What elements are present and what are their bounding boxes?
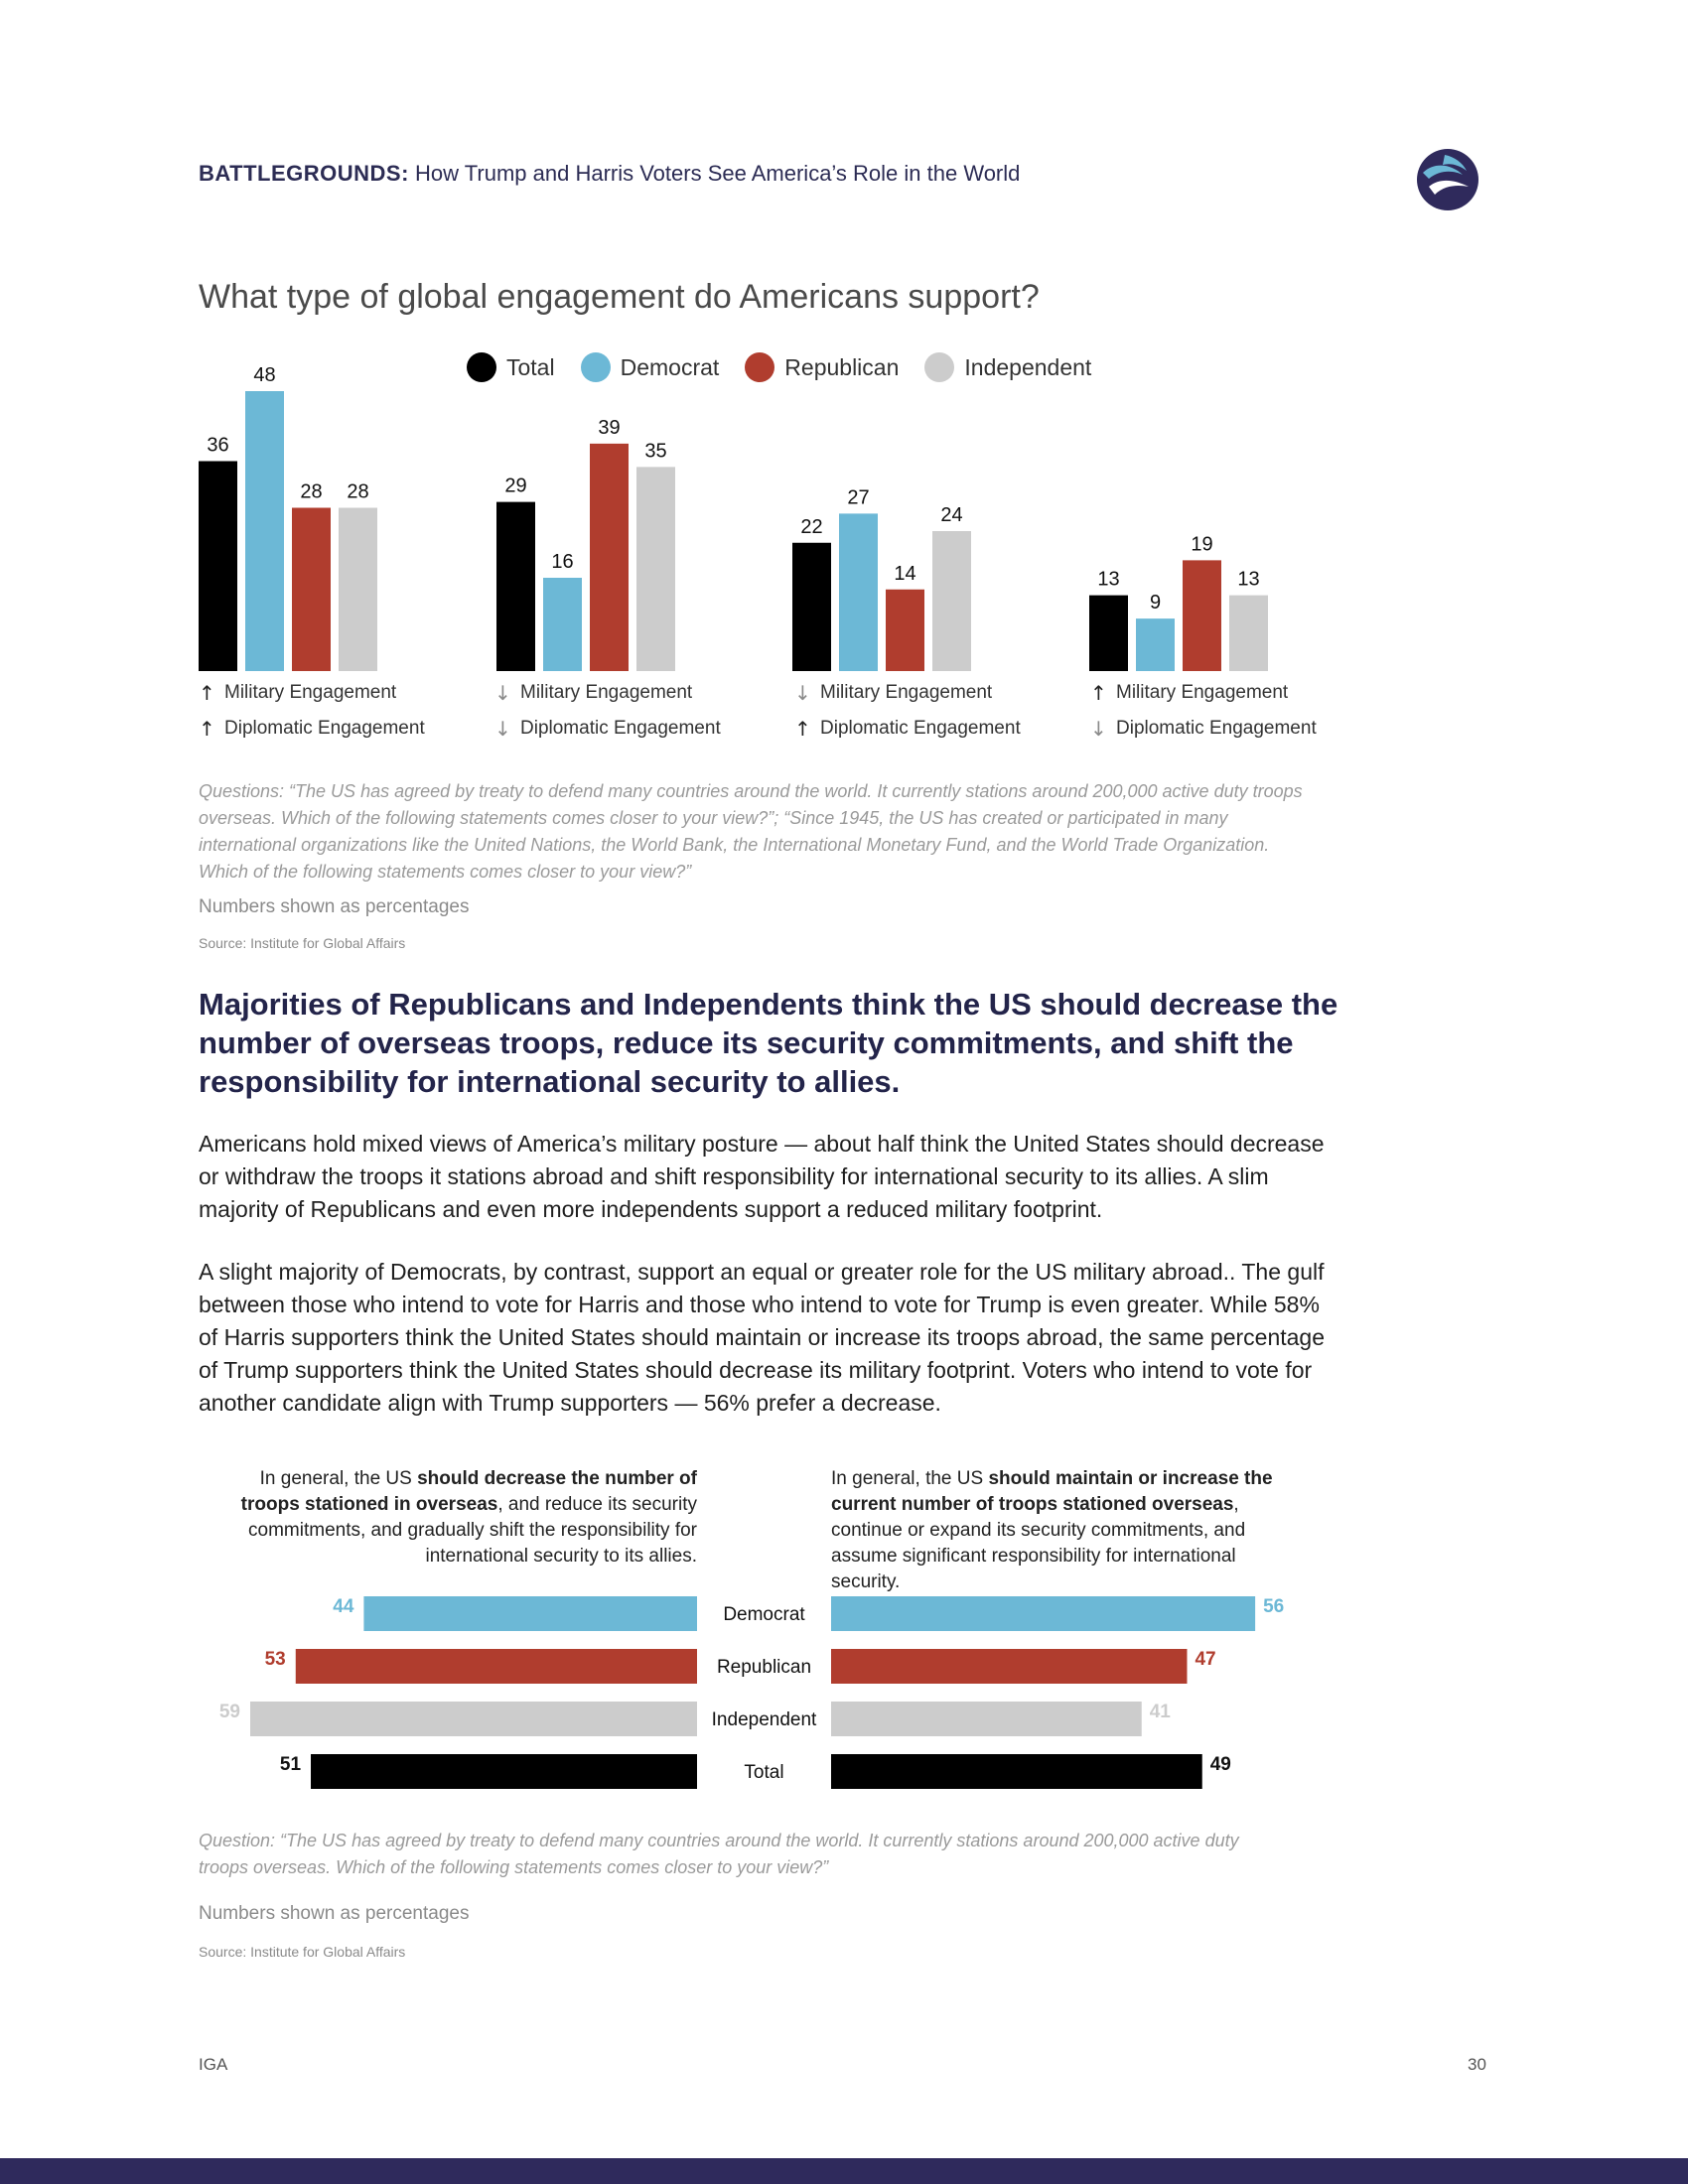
bar-republican-group2 — [590, 444, 629, 671]
legend-dot-icon — [924, 352, 954, 382]
data-label: 19 — [1191, 533, 1213, 556]
group2-military-label — [494, 681, 692, 705]
hdr-bold: should decrease the number of troops stationed in overseas — [240, 1468, 697, 1515]
chart2-right-header — [831, 1466, 1298, 1595]
arrow-up-icon: ↑ — [199, 717, 215, 741]
chart2-question-note: Question: “The US has agreed by treaty to defend many countries around the world. It currently stations around 200,000 active duty troops overseas. Which of the following statements comes closer to your view?” — [199, 1831, 1239, 1877]
bar-decrease-republican — [296, 1649, 697, 1684]
data-label: 16 — [551, 551, 574, 573]
group3-military-label — [794, 681, 992, 705]
bar-increase-democrat — [831, 1596, 1255, 1631]
data-label: 53 — [264, 1649, 286, 1670]
chart1-questions-note: Questions: “The US has agreed by treaty to defend many countries around the world. It currently stations around 200,000 active duty troops overseas. Which of the following statements comes closer to your view?”; “Since 1945, the US has created or participated in many international organizations like the United Nations, the World Bank, the International Monetary Fund, and the World Trade Organization. Which of the following statements comes closer to your view?” — [199, 781, 1303, 882]
data-label: 9 — [1149, 592, 1162, 614]
bar-independent-group4 — [1229, 596, 1268, 671]
data-label: 22 — [800, 515, 823, 538]
paragraph-1: Americans hold mixed views of America’s military posture — about half think the United States should decrease or withdraw the troops it stations abroad and shift responsibility for international security to its allies. A slim majority of Republicans and even more independents support a reduced military footprint. — [199, 1131, 1325, 1222]
legend-item-total — [467, 352, 555, 382]
hdr-text: In general, the US — [831, 1468, 989, 1489]
arrow-down-icon: ↓ — [1090, 717, 1107, 741]
group3-diplomatic-label — [794, 717, 1021, 741]
arrow-up-icon: ↑ — [794, 717, 811, 741]
label-text: Military Engagement — [1116, 682, 1289, 703]
category-label: Democrat — [723, 1604, 805, 1625]
header-subtitle: How Trump and Harris Voters See America’s Role in the World — [415, 161, 1021, 186]
data-label: 48 — [253, 364, 276, 386]
group4-military-label — [1090, 681, 1288, 705]
data-label: 28 — [347, 480, 369, 503]
chart1-title: What type of global engagement do Americans support? — [199, 278, 1040, 316]
section-headline: Majorities of Republicans and Independents think the US should decrease the number of overseas troops, reduce its security commitments, and shift the responsibility for international security to allies. — [199, 987, 1338, 1099]
data-label: 44 — [333, 1596, 354, 1617]
legend-dot-icon — [581, 352, 611, 382]
bar-total-group2 — [496, 502, 535, 671]
data-label: 13 — [1097, 568, 1120, 591]
bar-republican-group3 — [886, 590, 924, 671]
bar-independent-group1 — [339, 508, 377, 672]
bar-increase-independent — [831, 1702, 1142, 1736]
bar-decrease-total — [311, 1754, 697, 1789]
bar-increase-total — [831, 1754, 1202, 1789]
data-label: 51 — [279, 1754, 302, 1775]
label-text: Diplomatic Engagement — [1116, 718, 1317, 739]
data-label: 24 — [940, 504, 963, 526]
category-label: Republican — [716, 1657, 812, 1678]
label-text: Diplomatic Engagement — [520, 718, 721, 739]
bar-total-group1 — [199, 462, 237, 672]
paragraph-2: A slight majority of Democrats, by contrast, support an equal or greater role for the US military abroad.. The gulf between those who intend to vote for Harris and those who intend to vote for Trump is even greater. While 58% of Harris supporters think the United States should maintain or increase its troops abroad, the same percentage of Trump supporters think the United States should decrease its military footprint. Voters who intend to vote for another candidate align with Trump supporters — 56% prefer a decrease. — [199, 1259, 1325, 1416]
bar-total-group4 — [1089, 596, 1128, 671]
arrow-down-icon: ↓ — [494, 681, 511, 705]
data-label: 41 — [1149, 1702, 1171, 1722]
data-label: 29 — [504, 475, 527, 497]
legend-dot-icon — [467, 352, 496, 382]
hdr-text: , and reduce its security commitments, and gradually shift the responsibility for international security to its allies. — [248, 1494, 697, 1567]
group4-diplomatic-label — [1090, 717, 1317, 741]
group1-diplomatic-label — [199, 717, 425, 741]
bar-democrat-group2 — [543, 578, 582, 671]
arrow-down-icon: ↓ — [794, 681, 811, 705]
chart2-left-header — [230, 1466, 697, 1570]
arrow-down-icon: ↓ — [494, 717, 511, 741]
arrow-up-icon: ↑ — [199, 681, 215, 705]
legend-item-democrat — [581, 352, 720, 382]
bar-independent-group3 — [932, 531, 971, 671]
label-text: Diplomatic Engagement — [224, 718, 425, 739]
label-text: Diplomatic Engagement — [820, 718, 1021, 739]
group2-diplomatic-label — [494, 717, 721, 741]
bar-independent-group2 — [636, 467, 675, 671]
hdr-text: In general, the US — [259, 1468, 418, 1489]
data-label: 56 — [1263, 1596, 1285, 1617]
label-text: Military Engagement — [520, 682, 693, 703]
group1-military-label — [199, 681, 396, 705]
bar-republican-group4 — [1183, 560, 1221, 671]
bar-democrat-group1 — [245, 391, 284, 671]
chart2-numbers-note: Numbers shown as percentages — [199, 1903, 470, 1924]
chart1-numbers-note: Numbers shown as percentages — [199, 896, 470, 917]
hdr-text: , continue or expand its security commitments, and assume significant responsibility for international security. — [831, 1494, 1246, 1592]
page-header — [199, 161, 1020, 187]
bar-democrat-group4 — [1136, 618, 1175, 671]
bar-decrease-independent — [250, 1702, 697, 1736]
data-label: 28 — [300, 480, 323, 503]
category-label: Total — [744, 1762, 784, 1783]
data-label: 49 — [1209, 1754, 1231, 1775]
data-label: 36 — [207, 434, 229, 457]
data-label: 27 — [847, 486, 870, 509]
data-label: 59 — [218, 1702, 240, 1722]
bar-increase-republican — [831, 1649, 1187, 1684]
data-label: 35 — [644, 440, 667, 463]
bar-democrat-group3 — [839, 513, 878, 671]
legend-label: Total — [506, 353, 555, 380]
legend-label: Republican — [784, 353, 900, 380]
label-text: Military Engagement — [224, 682, 397, 703]
legend-label: Independent — [964, 353, 1092, 380]
data-label: 39 — [598, 416, 621, 439]
footer-org: IGA — [199, 2055, 228, 2074]
legend-label: Democrat — [620, 353, 720, 380]
hdr-bold: should maintain or increase the current number of troops stationed overseas — [831, 1468, 1273, 1515]
chart1-source: Source: Institute for Global Affairs — [199, 935, 406, 951]
bar-decrease-democrat — [363, 1596, 697, 1631]
legend-dot-icon — [745, 352, 774, 382]
arrow-up-icon: ↑ — [1090, 681, 1107, 705]
chart1-legend — [467, 352, 1091, 382]
page-number: 30 — [1468, 2055, 1486, 2074]
bar-total-group3 — [792, 543, 831, 671]
series-label: BATTLEGROUNDS: — [199, 161, 409, 186]
chart2-source: Source: Institute for Global Affairs — [199, 1944, 406, 1960]
data-label: 14 — [894, 562, 916, 585]
data-label: 47 — [1195, 1649, 1216, 1670]
bar-republican-group1 — [292, 508, 331, 672]
legend-item-republican — [745, 352, 899, 382]
iga-logo-icon — [1415, 147, 1480, 212]
label-text: Military Engagement — [820, 682, 993, 703]
data-label: 13 — [1237, 568, 1260, 591]
category-label: Independent — [711, 1709, 817, 1730]
footer-bar — [0, 2158, 1688, 2184]
legend-item-independent — [924, 352, 1091, 382]
